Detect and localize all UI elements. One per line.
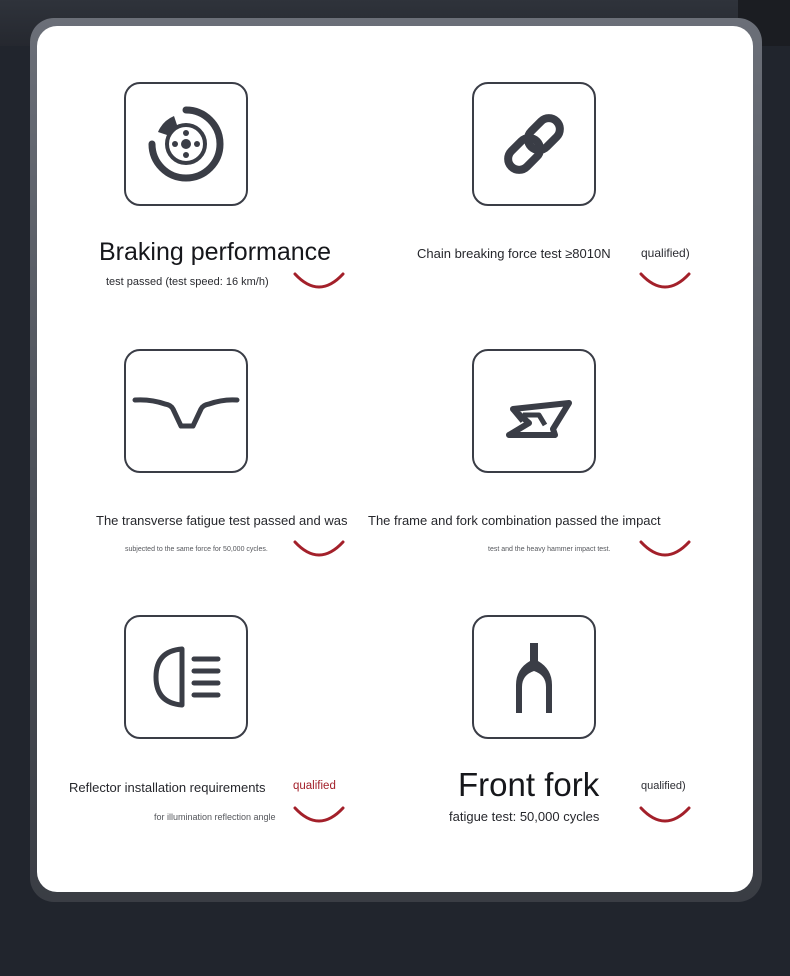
- handlebar-icon-box: [124, 349, 248, 473]
- status-badge-reflector: qualified: [293, 780, 336, 792]
- status-badge-chain: qualified): [641, 246, 690, 260]
- chain-link-icon-box: [472, 82, 596, 206]
- bike-frame-icon-box: [472, 349, 596, 473]
- feature-title-chain: Chain breaking force test ≥8010N: [417, 246, 611, 261]
- red-arc-decoration: [637, 804, 693, 826]
- feature-subtitle-reflector: for illumination reflection angle: [154, 812, 276, 822]
- feature-subtitle-braking: test passed (test speed: 16 km/h): [106, 276, 269, 288]
- front-fork-icon-box: [472, 615, 596, 739]
- feature-subtitle-frame: test and the heavy hammer impact test.: [488, 546, 611, 553]
- front-fork-icon: [492, 635, 576, 719]
- feature-title-fork: Front fork: [458, 766, 600, 803]
- headlight-reflector-icon: [144, 635, 228, 719]
- red-arc-decoration: [291, 270, 347, 292]
- feature-title-frame: The frame and fork combination passed the impact: [368, 513, 661, 528]
- feature-title-braking: Braking performance: [99, 238, 332, 266]
- feature-card: [37, 26, 753, 892]
- chain-link-icon: [492, 102, 576, 186]
- feature-subtitle-handlebar: subjected to the same force for 50,000 cycles.: [125, 546, 268, 553]
- brake-disc-icon-box: [124, 82, 248, 206]
- brake-disc-icon: [144, 102, 228, 186]
- red-arc-decoration: [637, 270, 693, 292]
- headlight-reflector-icon-box: [124, 615, 248, 739]
- feature-title-reflector: Reflector installation requirements: [69, 780, 266, 795]
- handlebar-icon: [131, 369, 241, 453]
- feature-subtitle-fork: fatigue test: 50,000 cycles: [449, 809, 600, 824]
- bike-frame-icon: [489, 369, 579, 453]
- feature-title-handlebar: The transverse fatigue test passed and was: [96, 513, 348, 528]
- status-badge-fork: qualified): [641, 780, 686, 792]
- red-arc-decoration: [291, 804, 347, 826]
- red-arc-decoration: [637, 538, 693, 560]
- red-arc-decoration: [291, 538, 347, 560]
